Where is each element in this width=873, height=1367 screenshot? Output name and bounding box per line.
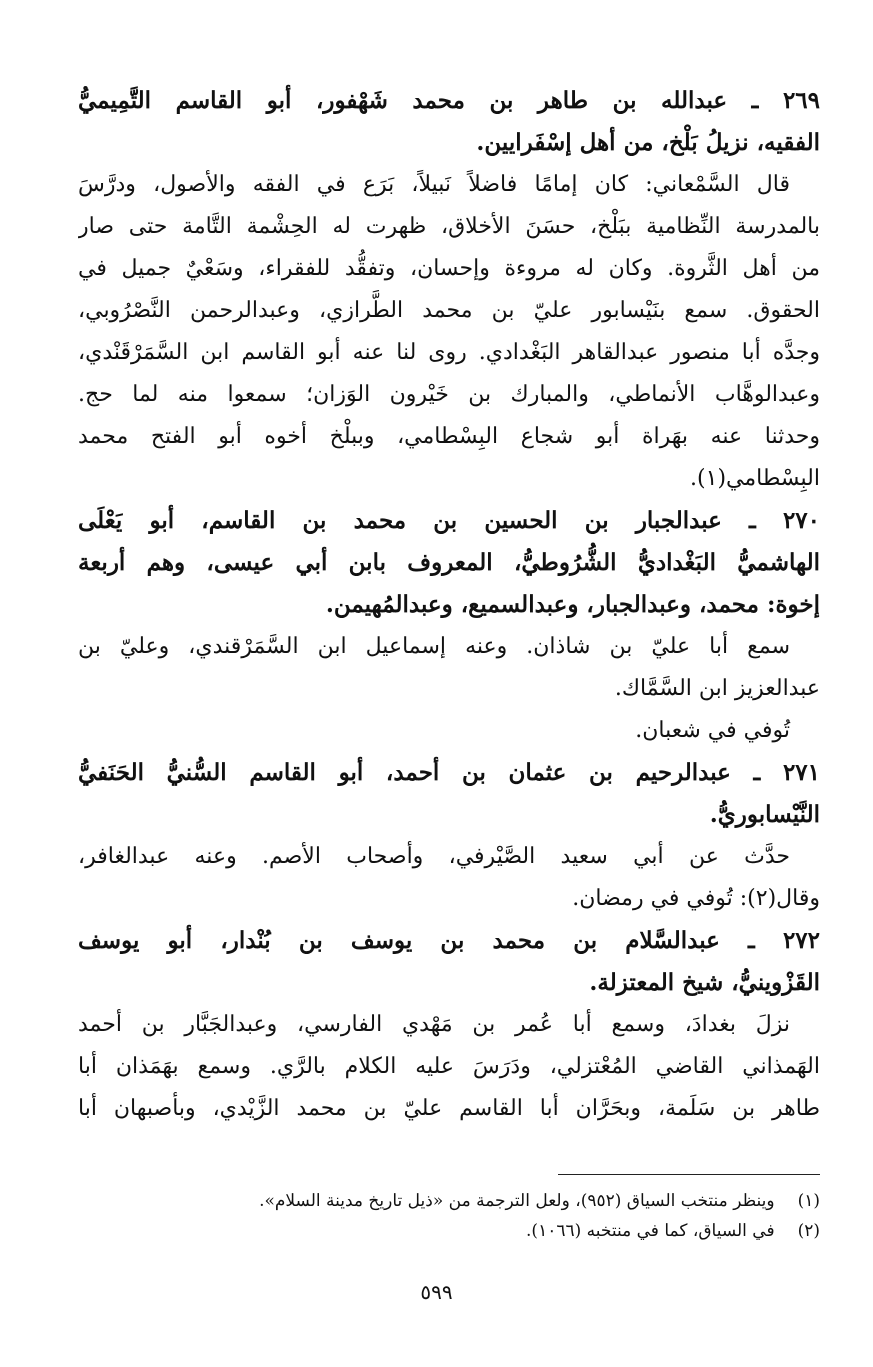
entry-heading-line: القَزْوينيُّ، شيخ المعتزلة. xyxy=(589,969,820,996)
text-line: وعبدالوهَّاب الأنماطي، والمبارك بن خَيْرون الوَزان؛ سمعوا منه لما حج. xyxy=(78,382,820,407)
entry-heading-line: ٢٦٩ ـ عبدالله بن طاهر بن محمد شَهْفور، أبو القاسم التَّمِيميُّ xyxy=(78,87,820,114)
entry-heading-line: الهاشميُّ البَغْداديُّ الشُّرُوطيُّ، المعروف بابن أبي عيسى، وهم أربعة xyxy=(78,549,820,576)
text-line: وقال(٢): تُوفي في رمضان. xyxy=(572,886,820,911)
text-line: البِسْطامي(١). xyxy=(690,466,820,491)
text-line: نزلَ بغدادَ، وسمع أبا عُمر بن مَهْدي الفارسي، وعبدالجَبَّار بن أحمد xyxy=(78,1012,790,1037)
text-line: الحقوق. سمع بنَيْسابور عليّ بن محمد الطَّرازي، وعبدالرحمن النَّصْرُوبي، xyxy=(78,298,820,323)
text-line: الهَمذاني القاضي المُعْتزلي، ودَرَسَ عليه الكلام بالرَّي. وسمع بهَمَذان أبا xyxy=(78,1054,820,1079)
entry-272 xyxy=(78,920,820,1130)
footnote-text: في السياق، كما في منتخبه (١٠٦٦). xyxy=(526,1221,775,1241)
entry-heading-line: ٢٧١ ـ عبدالرحيم بن عثمان بن أحمد، أبو القاسم السُّنيُّ الحَنَفيُّ xyxy=(78,759,820,786)
entry-heading-line: الفقيه، نزيلُ بَلْخ، من أهل إسْفَرايين. xyxy=(476,129,820,156)
footnote-divider xyxy=(558,1174,820,1175)
entry-271 xyxy=(78,752,820,920)
text-line: حدَّث عن أبي سعيد الصَّيْرفي، وأصحاب الأصم. وعنه عبدالغافر، xyxy=(78,844,790,869)
entry-269 xyxy=(78,80,820,500)
footnote-number: (٢) xyxy=(797,1221,820,1241)
text-line: بالمدرسة النِّظامية ببَلْخ، حسَنَ الأخلاق، ظهرت له الحِشْمة التَّامة حتى صار xyxy=(78,214,820,239)
footnote-number: (١) xyxy=(797,1191,820,1211)
footnote-1 xyxy=(120,1186,820,1216)
entry-heading-line: النَّيْسابوريُّ. xyxy=(709,801,820,828)
footnotes xyxy=(120,1186,820,1246)
entry-270 xyxy=(78,500,820,752)
text-line: تُوفي في شعبان. xyxy=(635,718,790,743)
text-line: قال السَّمْعاني: كان إمامًا فاضلاً نَبيلاً، بَرَع في الفقه والأصول، ودرَّسَ xyxy=(78,172,790,197)
page-number: ٥٩٩ xyxy=(420,1280,453,1304)
entry-heading-line: ٢٧٠ ـ عبدالجبار بن الحسين بن محمد بن القاسم، أبو يَعْلَى xyxy=(78,507,820,534)
text-line: وحدثنا عنه بهَراة أبو شجاع البِسْطامي، وببلْخ أخوه أبو الفتح محمد xyxy=(78,424,820,449)
footnote-text: وينظر منتخب السياق (٩٥٢)، ولعل الترجمة من «ذيل تاريخ مدينة السلام». xyxy=(259,1191,775,1211)
text-line: طاهر بن سَلَمة، وبحَرَّان أبا القاسم عليّ بن محمد الزَّيْدي، وبأصبهان أبا xyxy=(78,1096,820,1121)
entry-heading-line: ٢٧٢ ـ عبدالسَّلام بن محمد بن يوسف بن بُنْدار، أبو يوسف xyxy=(78,927,820,954)
main-text xyxy=(78,80,820,1130)
footnote-2 xyxy=(120,1216,820,1246)
entry-heading-line: إخوة: محمد، وعبدالجبار، وعبدالسميع، وعبدالمُهيمن. xyxy=(325,591,820,618)
text-line: وجدَّه أبا منصور عبدالقاهر البَغْدادي. روى لنا عنه أبو القاسم ابن السَّمَرْقَنْدي، xyxy=(78,340,820,365)
text-line: من أهل الثَّروة. وكان له مروءة وإحسان، وتفقُّد للفقراء، وسَعْيٌ جميل في xyxy=(78,256,820,281)
text-line: عبدالعزيز ابن السَّمَّاك. xyxy=(614,676,820,701)
text-line: سمع أبا عليّ بن شاذان. وعنه إسماعيل ابن السَّمَرْقندي، وعليّ بن xyxy=(78,634,790,659)
